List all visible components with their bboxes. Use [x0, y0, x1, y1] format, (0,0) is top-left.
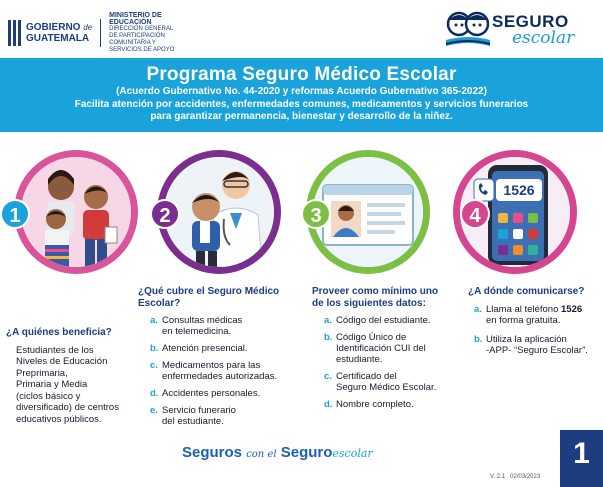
item-letter: a.: [150, 315, 158, 326]
item-text: Medicamentos para las: [162, 360, 261, 371]
beneficiaries-line-7: educativos públicos.: [16, 413, 102, 425]
government-logo: [8, 12, 181, 54]
header: [0, 0, 603, 56]
item-text: en telemedicina.: [162, 326, 232, 337]
required-data-section: [312, 286, 462, 416]
beneficiaries-line-4: Primaria y Media: [16, 379, 88, 390]
list-item: [474, 304, 603, 326]
step-number-1: 1: [0, 199, 30, 229]
version-number: V. 2.1: [490, 474, 506, 480]
list-item: [324, 332, 462, 365]
banner-line-2: Facilita atención por accidentes, enfermedades comunes, medicamentos y servicios funerarios: [74, 98, 529, 110]
beneficiaries-line-3: Preprimaria,: [16, 367, 68, 379]
seguro-escolar-logo: [442, 4, 592, 54]
list-item: [150, 315, 303, 337]
beneficiaries-line-6: diversificado) de centros: [16, 402, 119, 413]
banner-line-3: para garantizar permanencia, bienestar y desarrollo de la niñez.: [150, 111, 453, 122]
step-number-3: 3: [301, 199, 331, 229]
list-item: [150, 343, 303, 354]
footer-slogan: [182, 444, 373, 461]
gov-line1: GOBIERNO: [26, 22, 81, 33]
item-text: enfermedades autorizadas.: [162, 371, 278, 382]
required-data-heading-line-2: de los siguientes datos:: [312, 297, 426, 309]
list-item: [150, 388, 303, 399]
title-banner: [0, 58, 603, 132]
item-letter: b.: [474, 333, 483, 345]
gov-de: de: [83, 23, 93, 32]
item-letter: d.: [324, 399, 333, 410]
step-number-4: 4: [460, 199, 490, 229]
version-info: [490, 474, 540, 480]
item-text: -APP- “Seguro Escolar”.: [486, 344, 588, 356]
students-icon: [21, 157, 131, 267]
beneficiaries-line-1: Estudiantes de los: [16, 344, 94, 356]
coverage-heading-line-2: Escolar?: [138, 297, 181, 309]
phone-number-display: 1526: [503, 182, 535, 198]
item-text: Código del estudiante.: [336, 315, 431, 326]
item-text: Atención presencial.: [162, 343, 248, 354]
slogan-part-b: con el: [246, 449, 277, 460]
item-letter: c.: [150, 360, 158, 371]
item-letter: e.: [150, 405, 158, 416]
item-letter: a.: [324, 315, 332, 326]
item-text: Nombre completo.: [336, 399, 414, 410]
students-illustration: [14, 150, 138, 274]
coverage-heading: [138, 286, 303, 309]
step-number-2: 2: [150, 199, 180, 229]
ministry-sub: DIRECCIÓN GENERAL DE PARTICIPACIÓN COMUNITARIA Y SERVICIOS DE APOYO: [109, 26, 175, 53]
list-item: [324, 399, 462, 410]
banner-line-1: (Acuerdo Gubernativo No. 44-2020 y reformas Acuerdo Gubernativo 365-2022): [116, 86, 487, 97]
gov-line2: GUATEMALA: [26, 33, 90, 44]
item-text: Servicio funerario: [162, 405, 236, 416]
item-text: estudiante.: [336, 354, 383, 365]
version-date: 02/03/2023: [510, 474, 541, 480]
item-text: Utiliza la aplicación: [486, 333, 567, 345]
item-text: Consultas médicas: [162, 315, 243, 326]
list-item: [150, 405, 303, 427]
slogan-part-c: Seguro: [280, 444, 333, 461]
required-data-heading: [312, 286, 462, 309]
beneficiaries-section: [6, 327, 146, 425]
required-data-heading-line-1: Proveer como mínimo uno: [312, 286, 439, 297]
item-text: Código Único de: [336, 332, 407, 343]
beneficiaries-heading: ¿A quiénes beneficia?: [6, 327, 112, 338]
item-text: Llama al teléfono: [486, 303, 561, 315]
item-letter: c.: [324, 371, 332, 382]
contact-section: [468, 286, 603, 364]
contact-heading: ¿A dónde comunicarse?: [468, 286, 585, 297]
item-text: Accidentes personales.: [162, 388, 261, 399]
government-bars-icon: [8, 20, 21, 46]
page-title: Programa Seguro Médico Escolar: [146, 64, 457, 85]
beneficiaries-line-5: (ciclos básico y: [16, 390, 81, 402]
item-letter: d.: [150, 388, 159, 399]
coverage-section: [138, 286, 303, 433]
phone-number[interactable]: 1526: [561, 303, 583, 315]
list-item: [474, 334, 603, 356]
list-item: [324, 315, 462, 326]
logo-word: SEGURO: [492, 12, 569, 31]
item-text: Certificado del: [336, 371, 397, 382]
kids-book-icon: [442, 8, 494, 52]
slogan-part-d: escolar: [332, 447, 373, 460]
beneficiaries-line-2: Niveles de Educación: [16, 356, 108, 367]
item-letter: b.: [150, 343, 159, 354]
list-item: [324, 371, 462, 393]
doctor-icon: [164, 157, 274, 267]
slogan-part-a: Seguros: [182, 444, 243, 461]
logo-sub: escolar: [512, 28, 575, 48]
item-text: del estudiante.: [162, 416, 224, 427]
page-number: 1: [560, 430, 603, 487]
list-item: [150, 360, 303, 382]
item-text: en forma gratuita.: [486, 314, 561, 326]
item-text: Seguro Médico Escolar.: [336, 382, 437, 393]
item-text: Identificación CUI del: [336, 343, 426, 354]
item-letter: b.: [324, 332, 333, 343]
coverage-heading-line-1: ¿Qué cubre el Seguro Médico: [138, 286, 280, 297]
item-letter: a.: [474, 303, 482, 315]
ministry-title: MINISTERIO DE EDUCACIÓN: [109, 12, 162, 26]
